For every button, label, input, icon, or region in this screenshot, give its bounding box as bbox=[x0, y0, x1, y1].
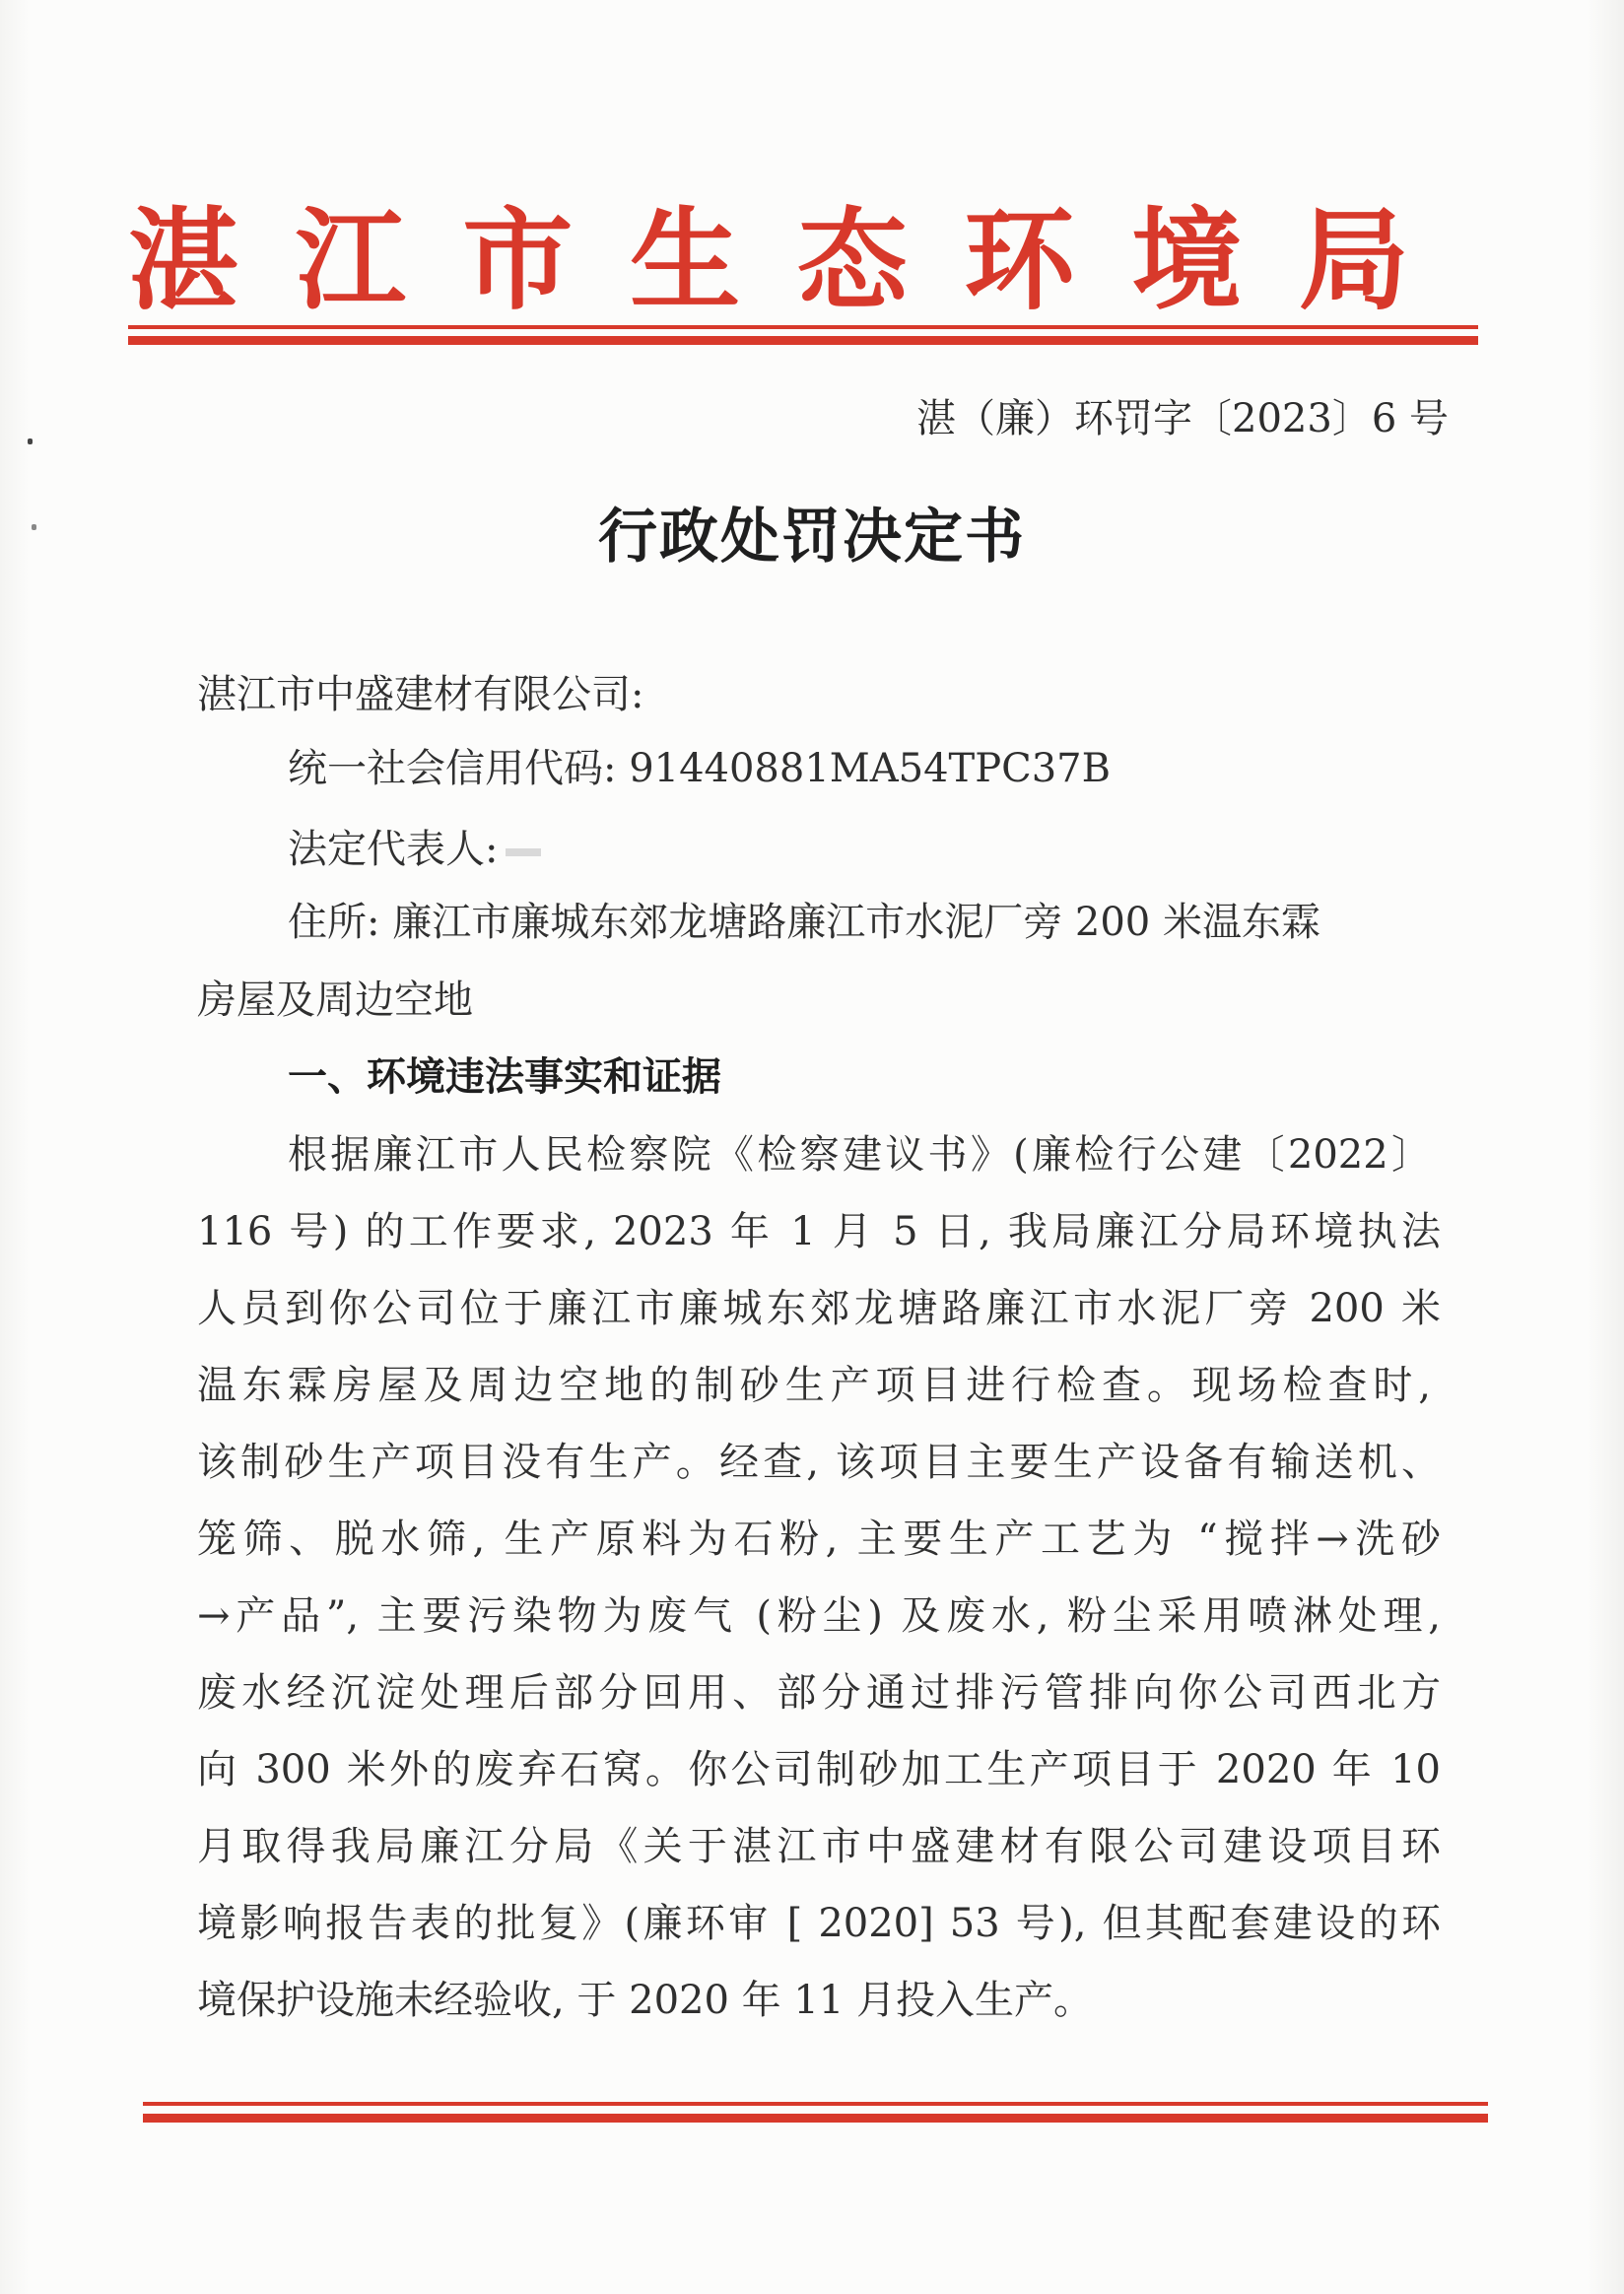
masthead-char: 湛 bbox=[128, 196, 238, 325]
masthead-char: 江 bbox=[295, 196, 406, 325]
masthead-char: 局 bbox=[1298, 196, 1409, 325]
footer-rule-thin bbox=[143, 2102, 1488, 2106]
body-line: 月取得我局廉江分局《关于湛江市中盛建材有限公司建设项目环 bbox=[197, 1824, 1441, 1869]
masthead-char: 生 bbox=[630, 196, 741, 325]
document-title: 行政处罚决定书 bbox=[598, 503, 1026, 572]
section-heading: 一、环境违法事实和证据 bbox=[288, 1054, 721, 1100]
body-line: 废水经沉淀处理后部分回用、部分通过排污管排向你公司西北方 bbox=[197, 1670, 1441, 1716]
scan-speck bbox=[32, 524, 36, 530]
scan-speck bbox=[28, 439, 33, 444]
body-line: 该制砂生产项目没有生产。经查, 该项目主要生产设备有输送机、 bbox=[197, 1440, 1441, 1485]
address-line-2: 房屋及周边空地 bbox=[197, 978, 473, 1023]
masthead-char: 境 bbox=[1131, 196, 1243, 325]
legal-representative-label: 法定代表人: bbox=[288, 827, 499, 872]
agency-masthead bbox=[128, 197, 1409, 325]
redacted-name-mark bbox=[506, 848, 541, 856]
header-rule-thin bbox=[128, 325, 1478, 329]
body-line: 笼筛、脱水筛, 生产原料为石粉, 主要生产工艺为 “搅拌→洗砂 bbox=[197, 1517, 1441, 1562]
body-line: 116 号) 的工作要求, 2023 年 1 月 5 日, 我局廉江分局环境执法 bbox=[197, 1209, 1441, 1254]
body-line: 根据廉江市人民检察院《检察建议书》(廉检行公建〔2022〕 bbox=[288, 1132, 1431, 1178]
legal-representative-line bbox=[288, 820, 541, 879]
body-line: 境影响报告表的批复》(廉环审 [ 2020] 53 号), 但其配套建设的环 bbox=[197, 1901, 1441, 1946]
credit-code-line: 统一社会信用代码: 91440881MA54TPC37B bbox=[288, 746, 1112, 791]
body-line: →产品”, 主要污染物为废气 (粉尘) 及废水, 粉尘采用喷淋处理, bbox=[197, 1593, 1441, 1639]
body-line: 向 300 米外的废弃石窝。你公司制砂加工生产项目于 2020 年 10 bbox=[197, 1747, 1441, 1792]
address-line-1: 住所: 廉江市廉城东郊龙塘路廉江市水泥厂旁 200 米温东霖 bbox=[288, 900, 1320, 945]
body-line: 温东霖房屋及周边空地的制砂生产项目进行检查。现场检查时, bbox=[197, 1363, 1431, 1408]
body-line: 人员到你公司位于廉江市廉城东郊龙塘路廉江市水泥厂旁 200 米 bbox=[197, 1286, 1441, 1331]
body-line: 境保护设施未经验收, 于 2020 年 11 月投入生产。 bbox=[197, 1978, 1093, 2023]
masthead-char: 环 bbox=[964, 196, 1075, 325]
masthead-char: 态 bbox=[796, 196, 908, 325]
footer-rule-thick bbox=[143, 2114, 1488, 2123]
document-number: 湛（廉）环罚字〔2023〕6 号 bbox=[916, 396, 1449, 441]
recipient-company: 湛江市中盛建材有限公司: bbox=[197, 672, 644, 717]
header-rule-thick bbox=[128, 336, 1478, 345]
masthead-char: 市 bbox=[462, 196, 574, 325]
